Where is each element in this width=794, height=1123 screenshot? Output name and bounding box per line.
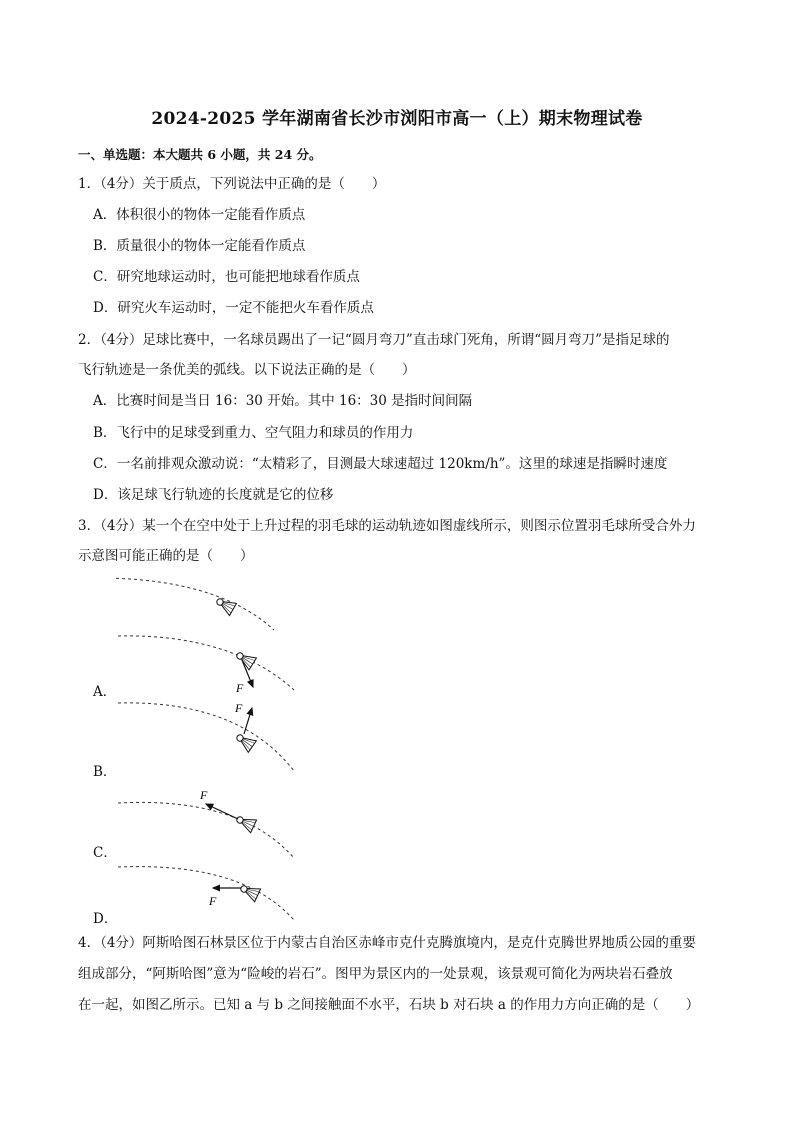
trajectory-a	[118, 636, 294, 690]
q3-option-a-label: A．	[93, 684, 117, 700]
q3-option-d-label: D．	[93, 911, 118, 927]
q1-option-a: A．体积很小的物体一定能看作质点	[93, 207, 306, 223]
q3-stem-line2: 示意图可能正确的是（ ）	[78, 548, 254, 564]
shuttlecock-icon	[238, 881, 260, 901]
trajectory-b	[118, 703, 294, 771]
q2-option-d: D．该足球飞行轨迹的长度就是它的位移	[93, 487, 334, 503]
q4-stem-line3: 在一起，如图乙所示。已知 a 与 b 之间接触面不水平，石块 b 对石块 a 的作用力方向正确的是（ ）	[78, 997, 700, 1013]
q2-stem-line1: 2．（4分）足球比赛中，一名球员踢出了一记“圆月弯刀”直击球门死角，所谓“圆月弯刀”是指足球的	[78, 332, 670, 348]
q1-stem: 1．（4分）关于质点，下列说法中正确的是（ ）	[78, 176, 386, 192]
q4-stem-line1: 4．（4分）阿斯哈图石林景区位于内蒙古自治区赤峰市克什克腾旗境内，是克什克腾世界地质公园的重要	[78, 935, 696, 951]
force-label-d: F	[209, 894, 217, 908]
shuttlecock-icon	[234, 812, 256, 832]
q2-option-b: B．飞行中的足球受到重力、空气阻力和球员的作用力	[93, 425, 414, 441]
q3-option-b-label: B．	[93, 764, 117, 780]
q1-option-c: C．研究地球运动时，也可能把地球看作质点	[93, 269, 360, 285]
q1-option-d: D．研究火车运动时，一定不能把火车看作质点	[93, 300, 374, 316]
force-label-a: F	[236, 681, 244, 695]
trajectory-reference	[116, 578, 274, 630]
trajectory-c	[118, 802, 294, 858]
trajectory-d	[118, 867, 294, 920]
q3-stem-line1: 3．（4分）某一个在空中处于上升过程的羽毛球的运动轨迹如图虚线所示，则图示位置羽毛球所受合外力	[78, 518, 696, 534]
q2-stem-line2: 飞行轨迹是一条优美的弧线。以下说法正确的是（ ）	[78, 362, 416, 378]
force-arrow-c	[206, 804, 238, 819]
q2-option-a: A．比赛时间是当日 16：30 开始。其中 16：30 是指时间间隔	[93, 393, 473, 409]
section-heading: 一、单选题：本大题共 6 小题，共 24 分。	[78, 147, 322, 162]
shuttlecock-icon	[214, 594, 237, 615]
q4-stem-line2: 组成部分，“阿斯哈图”意为“险峻的岩石”。图甲为景区内的一处景观，该景观可简化为两块岩石叠放	[78, 966, 673, 982]
q3-option-c-label: C．	[93, 845, 117, 861]
force-label-b: F	[235, 701, 243, 715]
page-title: 2024-2025 学年湖南省长沙市浏阳市高一（上）期末物理试卷	[151, 109, 643, 129]
shuttlecock-trajectory-figure	[116, 570, 306, 922]
q1-option-b: B．质量很小的物体一定能看作质点	[93, 238, 306, 254]
force-label-c: F	[200, 788, 208, 802]
q2-option-c: C．一名前排观众激动说：“太精彩了，目测最大球速超过 120km/h”。这里的球速是指瞬时速度	[93, 456, 668, 472]
